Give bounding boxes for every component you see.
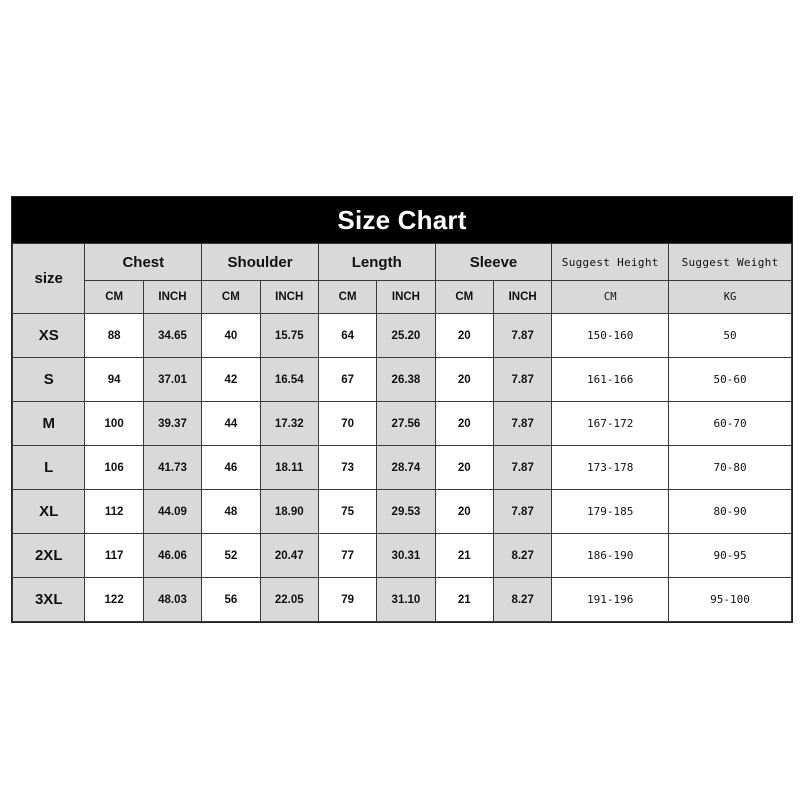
- table-row: [13, 358, 792, 402]
- size-table: [12, 243, 792, 622]
- unit-header: CM: [552, 281, 669, 314]
- table-cell: 20: [435, 446, 493, 490]
- group-header-row: [13, 244, 792, 281]
- unit-header: INCH: [143, 281, 201, 314]
- table-cell: 25.20: [377, 314, 435, 358]
- table-cell: 15.75: [260, 314, 318, 358]
- size-label-cell: M: [13, 402, 85, 446]
- table-cell: 186-190: [552, 534, 669, 578]
- unit-header-row: [13, 281, 792, 314]
- table-cell: 79: [318, 578, 376, 622]
- length-header: Length: [318, 244, 435, 281]
- table-cell: 70: [318, 402, 376, 446]
- size-column-header: size: [13, 244, 85, 314]
- table-cell: 46.06: [143, 534, 201, 578]
- table-cell: 117: [85, 534, 143, 578]
- table-cell: 90-95: [669, 534, 792, 578]
- size-label-cell: L: [13, 446, 85, 490]
- table-cell: 50-60: [669, 358, 792, 402]
- table-cell: 67: [318, 358, 376, 402]
- table-cell: 18.11: [260, 446, 318, 490]
- chest-header: Chest: [85, 244, 202, 281]
- table-cell: 22.05: [260, 578, 318, 622]
- unit-header: KG: [669, 281, 792, 314]
- table-cell: 21: [435, 534, 493, 578]
- table-cell: 20.47: [260, 534, 318, 578]
- sleeve-header: Sleeve: [435, 244, 552, 281]
- size-label-cell: XS: [13, 314, 85, 358]
- unit-header: CM: [85, 281, 143, 314]
- unit-header: INCH: [493, 281, 551, 314]
- table-cell: 20: [435, 314, 493, 358]
- table-row: [13, 402, 792, 446]
- table-cell: 50: [669, 314, 792, 358]
- table-cell: 100: [85, 402, 143, 446]
- table-cell: 16.54: [260, 358, 318, 402]
- table-cell: 30.31: [377, 534, 435, 578]
- table-cell: 64: [318, 314, 376, 358]
- chart-title: Size Chart: [12, 197, 792, 243]
- table-cell: 150-160: [552, 314, 669, 358]
- table-cell: 26.38: [377, 358, 435, 402]
- table-cell: 7.87: [493, 402, 551, 446]
- table-cell: 34.65: [143, 314, 201, 358]
- table-cell: 48: [202, 490, 260, 534]
- table-cell: 29.53: [377, 490, 435, 534]
- table-cell: 7.87: [493, 314, 551, 358]
- size-chart: [11, 196, 793, 623]
- suggest-height-header: Suggest Height: [552, 244, 669, 281]
- table-cell: 106: [85, 446, 143, 490]
- table-cell: 112: [85, 490, 143, 534]
- table-row: [13, 578, 792, 622]
- table-cell: 60-70: [669, 402, 792, 446]
- table-cell: 191-196: [552, 578, 669, 622]
- table-cell: 179-185: [552, 490, 669, 534]
- table-cell: 20: [435, 490, 493, 534]
- table-cell: 8.27: [493, 578, 551, 622]
- suggest-weight-header: Suggest Weight: [669, 244, 792, 281]
- table-cell: 39.37: [143, 402, 201, 446]
- table-cell: 37.01: [143, 358, 201, 402]
- table-cell: 31.10: [377, 578, 435, 622]
- table-cell: 48.03: [143, 578, 201, 622]
- table-cell: 42: [202, 358, 260, 402]
- table-cell: 52: [202, 534, 260, 578]
- table-row: [13, 490, 792, 534]
- table-cell: 20: [435, 358, 493, 402]
- table-cell: 73: [318, 446, 376, 490]
- table-cell: 27.56: [377, 402, 435, 446]
- table-row: [13, 446, 792, 490]
- table-cell: 21: [435, 578, 493, 622]
- table-cell: 46: [202, 446, 260, 490]
- size-label-cell: XL: [13, 490, 85, 534]
- table-cell: 7.87: [493, 358, 551, 402]
- unit-header: INCH: [377, 281, 435, 314]
- table-cell: 8.27: [493, 534, 551, 578]
- table-cell: 88: [85, 314, 143, 358]
- size-label-cell: 2XL: [13, 534, 85, 578]
- table-cell: 122: [85, 578, 143, 622]
- unit-header: INCH: [260, 281, 318, 314]
- unit-header: CM: [318, 281, 376, 314]
- table-row: [13, 314, 792, 358]
- table-cell: 20: [435, 402, 493, 446]
- table-cell: 44: [202, 402, 260, 446]
- table-cell: 95-100: [669, 578, 792, 622]
- table-cell: 77: [318, 534, 376, 578]
- table-cell: 7.87: [493, 446, 551, 490]
- shoulder-header: Shoulder: [202, 244, 319, 281]
- table-cell: 7.87: [493, 490, 551, 534]
- table-cell: 44.09: [143, 490, 201, 534]
- table-cell: 70-80: [669, 446, 792, 490]
- size-label-cell: S: [13, 358, 85, 402]
- size-label-cell: 3XL: [13, 578, 85, 622]
- table-body: [13, 314, 792, 622]
- table-cell: 56: [202, 578, 260, 622]
- table-cell: 80-90: [669, 490, 792, 534]
- unit-header: CM: [202, 281, 260, 314]
- unit-header: CM: [435, 281, 493, 314]
- table-cell: 41.73: [143, 446, 201, 490]
- table-cell: 40: [202, 314, 260, 358]
- table-cell: 17.32: [260, 402, 318, 446]
- table-row: [13, 534, 792, 578]
- table-cell: 28.74: [377, 446, 435, 490]
- table-cell: 173-178: [552, 446, 669, 490]
- table-cell: 75: [318, 490, 376, 534]
- table-cell: 167-172: [552, 402, 669, 446]
- table-cell: 18.90: [260, 490, 318, 534]
- table-cell: 161-166: [552, 358, 669, 402]
- table-cell: 94: [85, 358, 143, 402]
